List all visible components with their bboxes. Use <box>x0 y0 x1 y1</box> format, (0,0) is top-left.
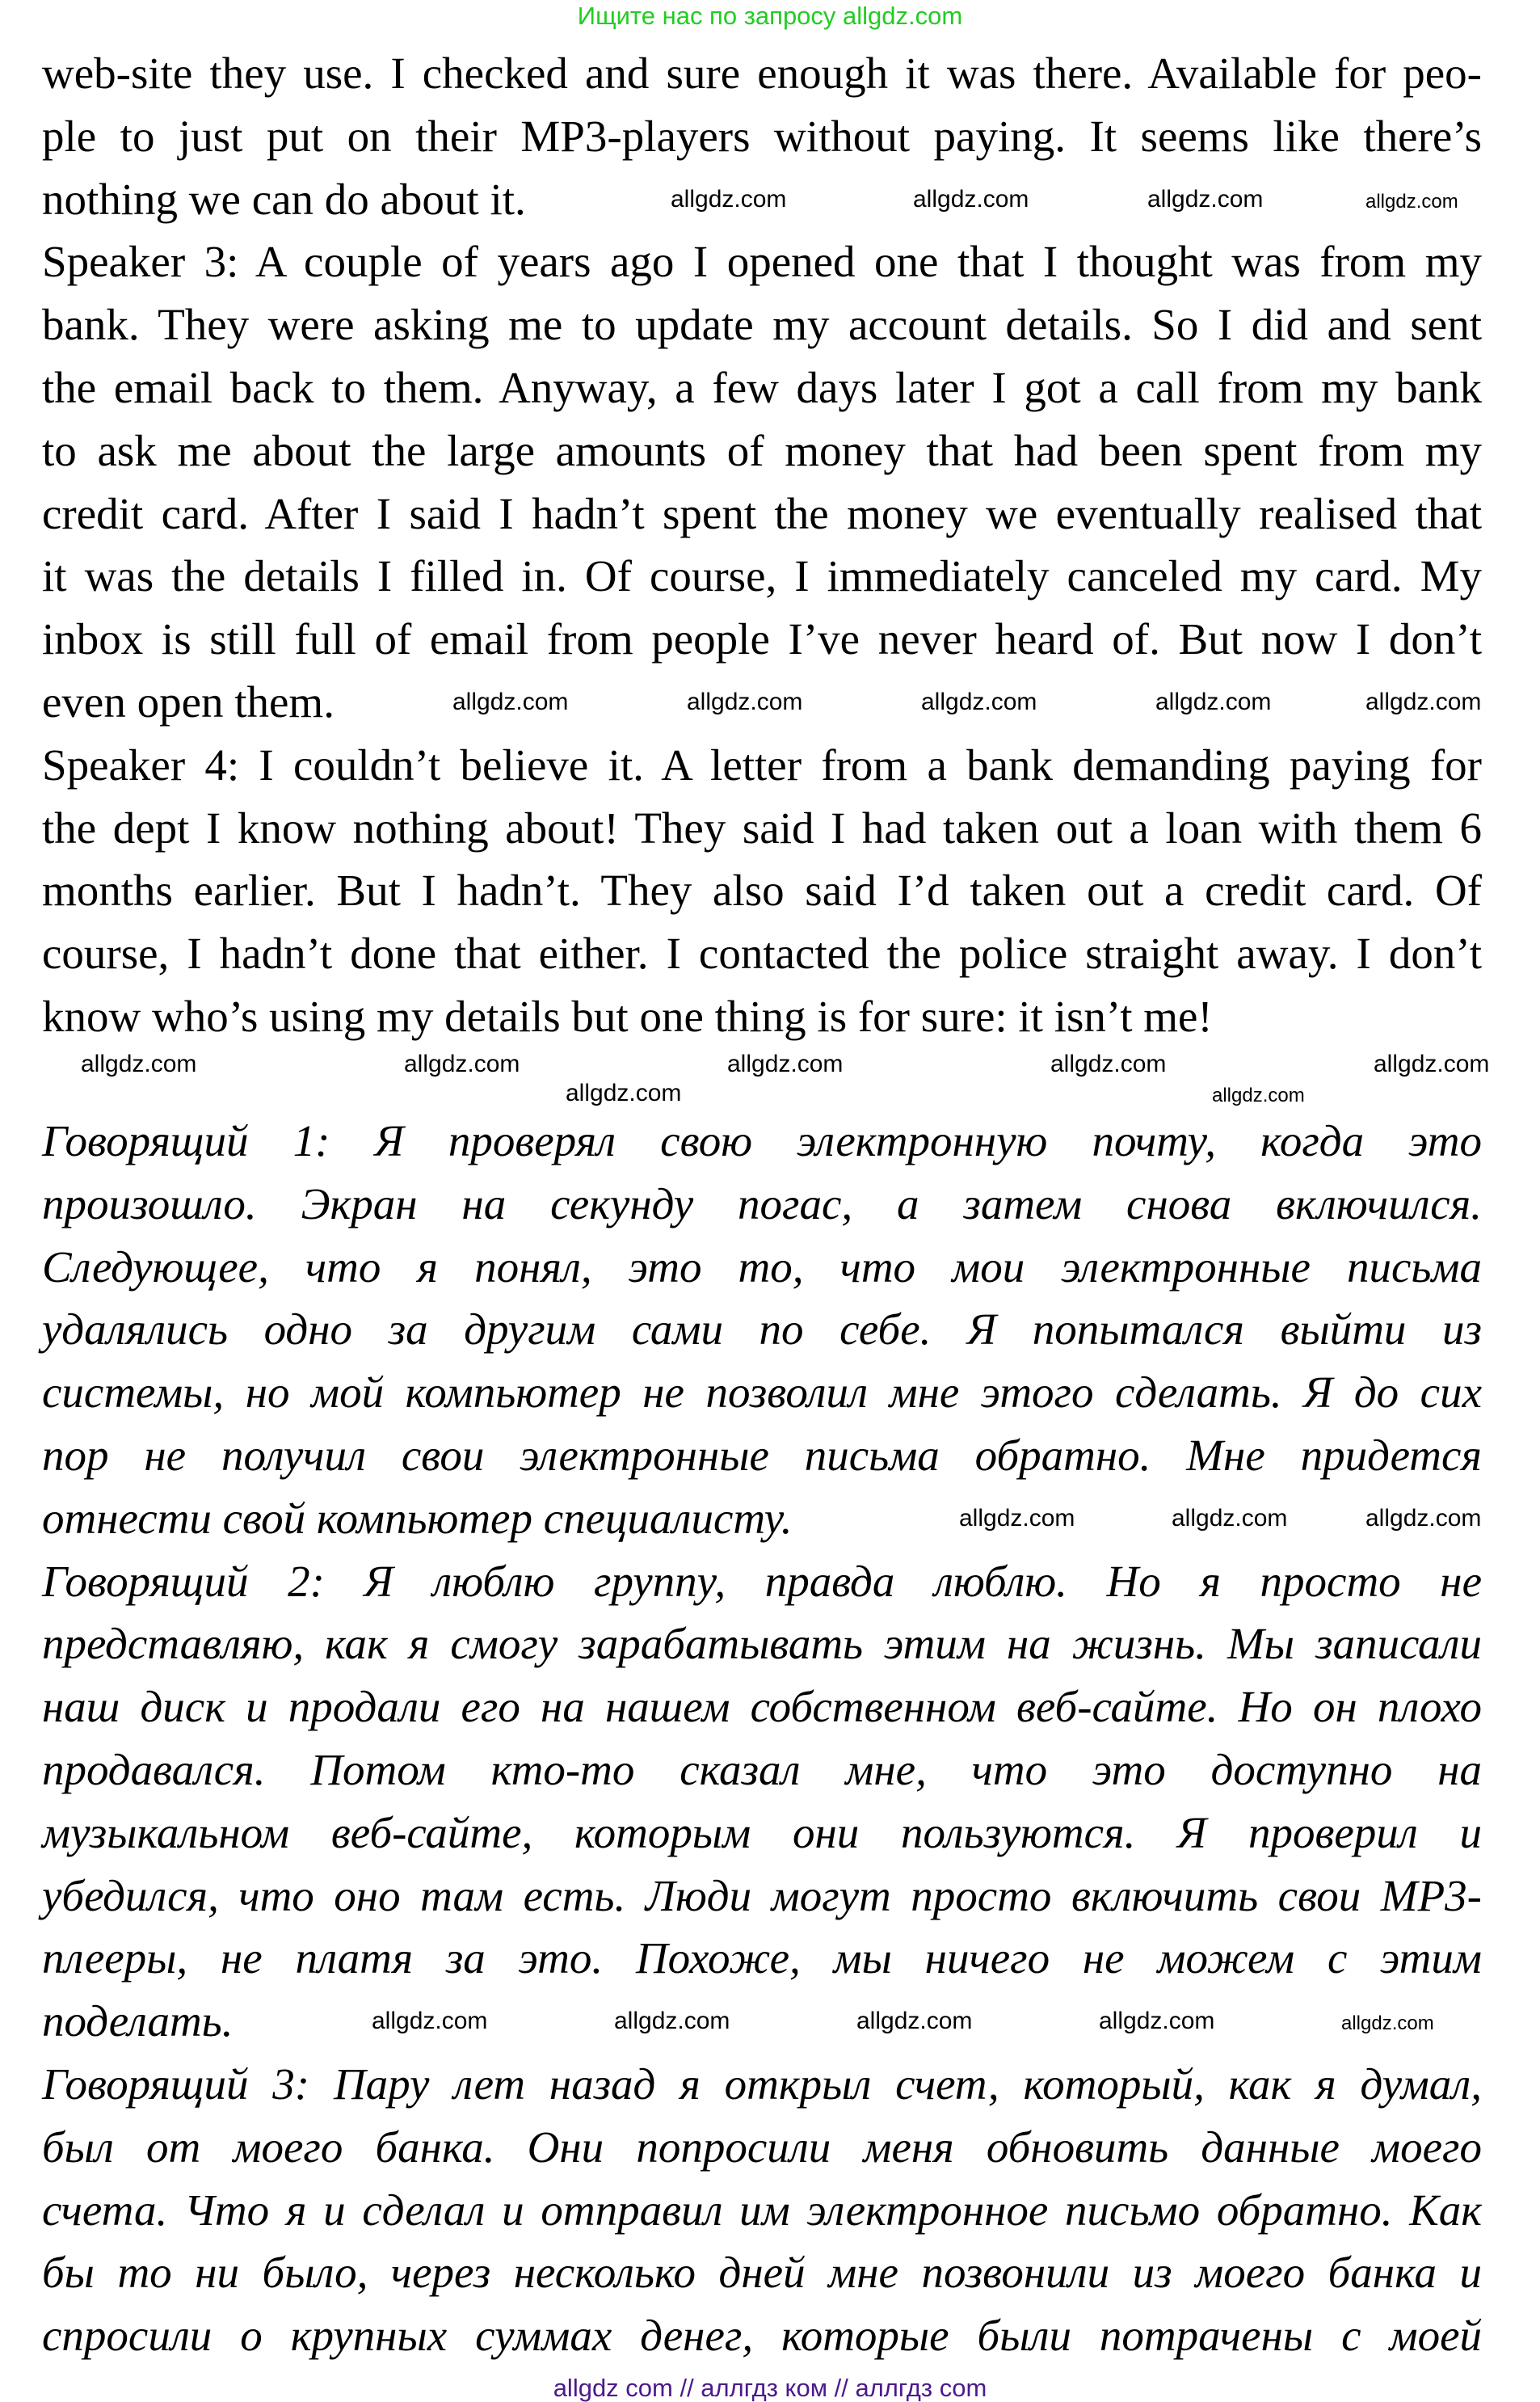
text-line: убедился, что оно там есть. Люди могут просто включить свои MP3- <box>42 1870 1482 1920</box>
text-line: nothing we can do about it. <box>42 174 526 224</box>
watermark: allgdz.com <box>921 689 1037 715</box>
watermark: allgdz.com <box>81 1051 197 1077</box>
text-line: представляю, как я смогу зарабатывать этим на жизнь. Мы записали <box>42 1619 1482 1669</box>
text-line: know who’s using my details but one thing is for sure: it isn’t me! <box>42 992 1213 1041</box>
site-footer-banner: allgdz com // аллгдз ком // аллгдз com <box>553 2374 987 2402</box>
watermark: allgdz.com <box>1341 2012 1434 2034</box>
watermark: allgdz.com <box>372 2008 488 2034</box>
text-line: системы, но мой компьютер не позволил мне этого сделать. Я до сих <box>42 1367 1482 1418</box>
text-line: спросили о крупных суммах денег, которые были потрачены с моей <box>42 2311 1482 2361</box>
watermark: allgdz.com <box>1365 689 1482 715</box>
text-line: счета. Что я и сделал и отправил им электронное письмо обратно. Как <box>42 2185 1482 2235</box>
watermark: allgdz.com <box>913 186 1029 213</box>
watermark: allgdz.com <box>1212 1085 1305 1106</box>
text-line: the dept I know nothing about! They said I had taken out a loan with them 6 <box>42 803 1482 853</box>
watermark: allgdz.com <box>727 1051 844 1077</box>
text-line: удалялись одно за другим сами по себе. Я попытался выйти из <box>42 1304 1482 1355</box>
text-line: отнести свой компьютер специалисту. <box>42 1493 793 1543</box>
text-line: бы то ни было, через несколько дней мне позвонили из моего банка и <box>42 2248 1482 2298</box>
text-line: наш диск и продали его на нашем собственном веб-сайте. Но он плохо <box>42 1682 1482 1732</box>
text-line: Говорящий 2: Я люблю группу, правда люблю. Но я просто не <box>42 1556 1482 1606</box>
text-line: пор не получил свои электронные письма обратно. Мне придется <box>42 1431 1482 1480</box>
text-line: months earlier. But I hadn’t. They also said I’d taken out a credit card. Of <box>42 866 1482 916</box>
watermark: allgdz.com <box>1147 186 1264 213</box>
text-line: web-site they use. I checked and sure enough it was there. Available for peo- <box>42 48 1482 98</box>
text-line: Speaker 3: A couple of years ago I opened one that I thought was from my <box>42 237 1482 287</box>
text-line: музыкальном веб-сайте, которым они пользуются. Я проверил и <box>42 1807 1482 1857</box>
watermark: allgdz.com <box>1365 191 1458 213</box>
text-line: course, I hadn’t done that either. I contacted the police straight away. I don’t <box>42 929 1482 979</box>
watermark: allgdz.com <box>1155 689 1272 715</box>
watermark: allgdz.com <box>959 1505 1075 1532</box>
text-line: плееры, не платя за это. Похоже, мы ничего не можем с этим <box>42 1933 1482 1983</box>
text-line: inbox is still full of email from people I’ve never heard of. But now I don’t <box>42 614 1482 664</box>
text-line: Говорящий 1: Я проверял свою электронную почту, когда это <box>42 1116 1482 1165</box>
text-line: произошло. Экран на секунду погас, а затем снова включился. <box>42 1178 1482 1228</box>
watermark: allgdz.com <box>452 689 569 715</box>
site-header-banner: Ищите нас по запросу allgdz.com <box>577 2 963 30</box>
watermark: allgdz.com <box>687 689 803 715</box>
watermark: allgdz.com <box>1172 1505 1288 1532</box>
text-line: even open them. <box>42 677 335 727</box>
text-line: Следующее, что я понял, это то, что мои электронные письма <box>42 1241 1482 1292</box>
watermark: allgdz.com <box>1374 1051 1490 1077</box>
text-line: to ask me about the large amounts of money that had been spent from my <box>42 425 1482 475</box>
text-line: поделать. <box>42 1996 234 2046</box>
text-line: Speaker 4: I couldn’t believe it. A letter from a bank demanding paying for <box>42 740 1482 790</box>
text-line: it was the details I filled in. Of course, I immediately canceled my card. My <box>42 551 1482 601</box>
text-line: credit card. After I said I hadn’t spent the money we eventually realised that <box>42 488 1482 538</box>
watermark: allgdz.com <box>614 2008 730 2034</box>
watermark: allgdz.com <box>1099 2008 1215 2034</box>
watermark: allgdz.com <box>1050 1051 1167 1077</box>
text-line: ple to just put on their MP3-players without paying. It seems like there’s <box>42 111 1482 161</box>
text-line: bank. They were asking me to update my account details. So I did and sent <box>42 300 1482 350</box>
watermark: allgdz.com <box>671 186 787 213</box>
text-line: Говорящий 3: Пару лет назад я открыл счет, который, как я думал, <box>42 2059 1482 2109</box>
text-line: продавался. Потом кто-то сказал мне, что это доступно на <box>42 1745 1482 1794</box>
watermark: allgdz.com <box>404 1051 520 1077</box>
text-line: был от моего банка. Они попросили меня обновить данные моего <box>42 2122 1482 2172</box>
watermark: allgdz.com <box>1365 1505 1482 1532</box>
text-line: the email back to them. Anyway, a few days later I got a call from my bank <box>42 363 1482 412</box>
watermark: allgdz.com <box>566 1080 682 1106</box>
watermark: allgdz.com <box>856 2008 973 2034</box>
